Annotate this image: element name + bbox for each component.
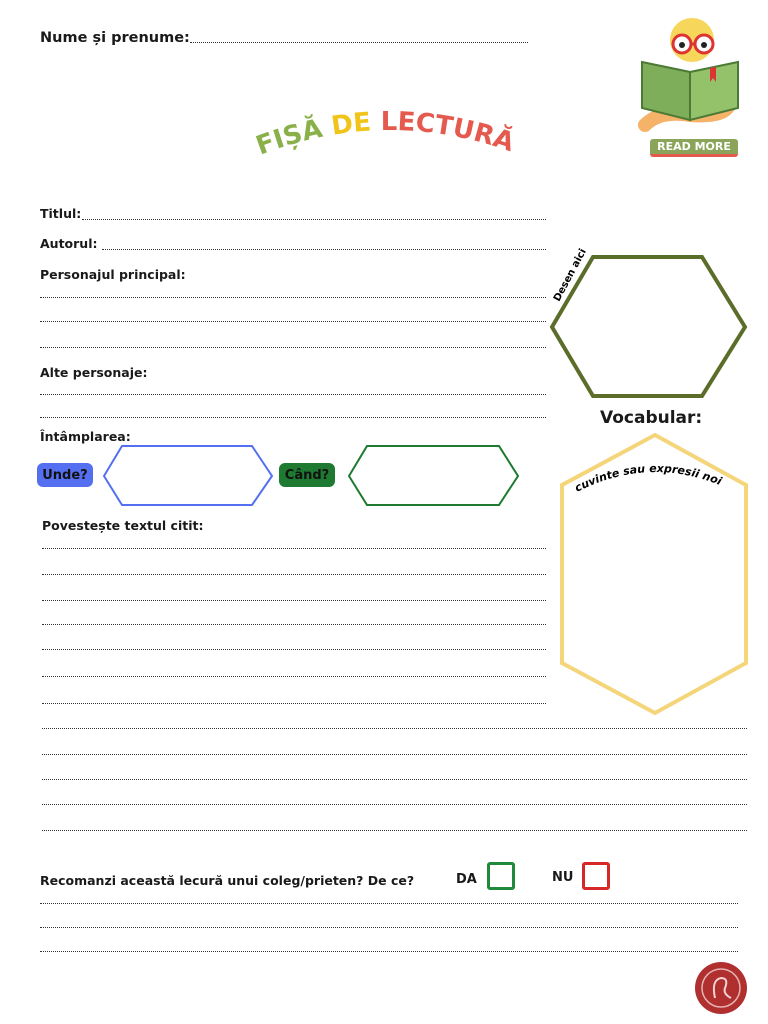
where-label: Unde? bbox=[37, 463, 93, 487]
when-box[interactable] bbox=[347, 444, 521, 508]
author-line[interactable] bbox=[102, 249, 546, 250]
main-character-label: Personajul principal: bbox=[40, 267, 186, 282]
title-line[interactable] bbox=[82, 219, 546, 220]
vocabulary-area[interactable] bbox=[555, 432, 755, 717]
recommend-line[interactable] bbox=[40, 951, 738, 952]
other-characters-line[interactable] bbox=[40, 417, 546, 418]
recommend-question: Recomanzi această lecură unui coleg/prieten? De ce? bbox=[40, 873, 415, 888]
main-character-line[interactable] bbox=[40, 297, 546, 298]
retell-line[interactable] bbox=[42, 779, 747, 780]
other-characters-label: Alte personaje: bbox=[40, 365, 148, 380]
where-box[interactable] bbox=[102, 444, 274, 508]
retell-line[interactable] bbox=[42, 600, 546, 601]
logo bbox=[630, 10, 745, 160]
title-part1: FIȘĂ bbox=[252, 113, 326, 162]
retell-line[interactable] bbox=[42, 548, 546, 549]
read-more-badge: READ MORE bbox=[650, 139, 738, 157]
yes-label: DA bbox=[456, 872, 477, 887]
name-label: Nume și prenume: bbox=[40, 30, 190, 46]
drawing-area[interactable] bbox=[545, 240, 755, 405]
other-characters-line[interactable] bbox=[40, 394, 546, 395]
retell-line[interactable] bbox=[42, 804, 747, 805]
retell-line[interactable] bbox=[42, 624, 546, 625]
retell-label: Povestește textul citit: bbox=[42, 518, 204, 533]
svg-text:FIȘĂ DE LECTURĂ bbox=[252, 107, 518, 161]
retell-line[interactable] bbox=[42, 703, 546, 704]
recommend-line[interactable] bbox=[40, 903, 738, 904]
when-label: Când? bbox=[279, 463, 335, 487]
title-part3: LECTURĂ bbox=[380, 106, 518, 159]
retell-line[interactable] bbox=[42, 676, 546, 677]
bookworm-reading-icon bbox=[630, 10, 745, 140]
retell-line[interactable] bbox=[42, 649, 546, 650]
event-label: Întâmplarea: bbox=[40, 429, 131, 444]
title-part2: DE bbox=[329, 107, 373, 142]
name-line[interactable] bbox=[190, 42, 528, 43]
vocabulary-title: Vocabular: bbox=[600, 408, 703, 428]
main-character-line[interactable] bbox=[40, 347, 546, 348]
retell-line[interactable] bbox=[42, 830, 747, 831]
title-label: Titlul: bbox=[40, 206, 82, 221]
vocabulary-subtitle: cuvinte sau expresii noi bbox=[572, 461, 724, 495]
retell-line[interactable] bbox=[42, 728, 747, 729]
drawing-label: Desen aici bbox=[551, 247, 589, 304]
retell-line[interactable] bbox=[42, 754, 747, 755]
main-character-line[interactable] bbox=[40, 321, 546, 322]
yes-checkbox[interactable] bbox=[487, 862, 515, 890]
page-title bbox=[240, 95, 540, 165]
recommend-line[interactable] bbox=[40, 927, 738, 928]
no-checkbox[interactable] bbox=[582, 862, 610, 890]
retell-line[interactable] bbox=[42, 574, 546, 575]
no-label: NU bbox=[552, 870, 574, 885]
author-label: Autorul: bbox=[40, 236, 98, 251]
wax-seal-icon bbox=[693, 960, 749, 1016]
